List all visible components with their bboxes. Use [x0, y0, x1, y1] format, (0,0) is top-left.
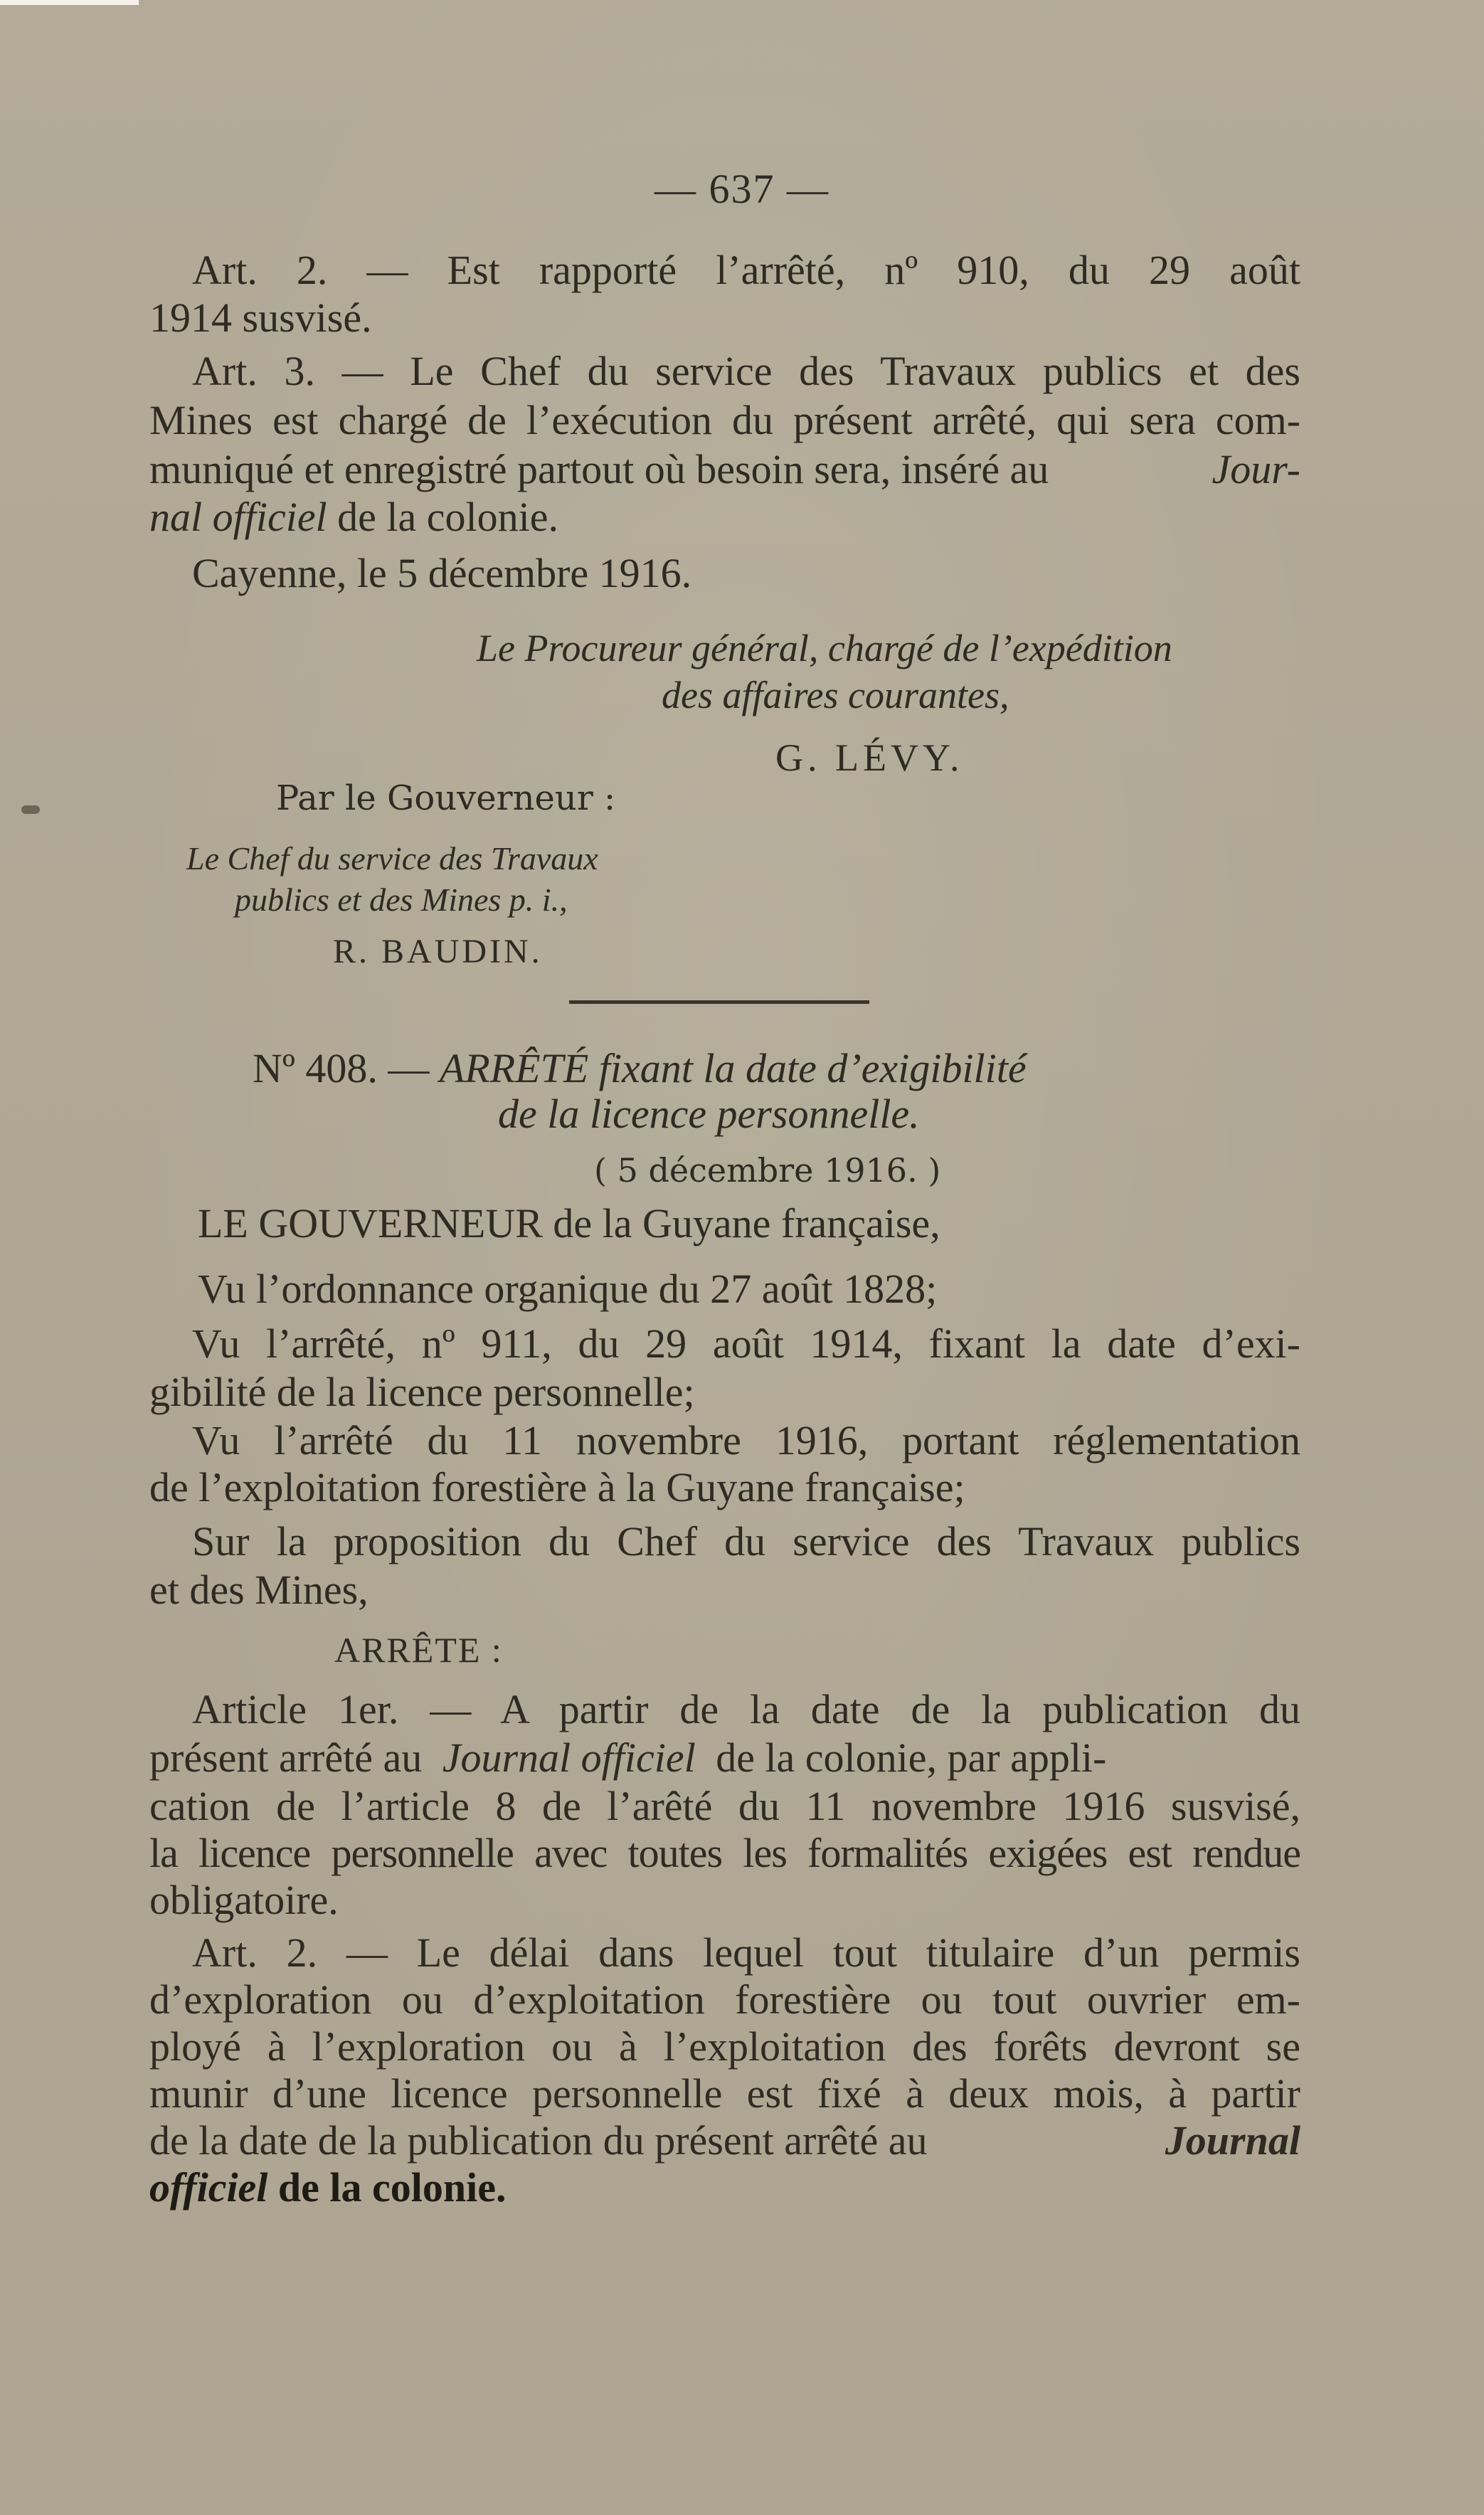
- journal-word: Journal: [1165, 2117, 1300, 2164]
- sur-line-1: Sur la proposition du Chef du service des Travaux publics: [192, 1518, 1300, 1564]
- officiel-word: officiel: [149, 2164, 268, 2210]
- art1-line-5: obligatoire.: [149, 1877, 339, 1923]
- art1-line-4: la licence personnelle avec toutes les formalités exigées est rendue: [149, 1830, 1300, 1876]
- art2b-line-5: [149, 2116, 1300, 2166]
- art3-line-3: [149, 445, 1300, 494]
- vu-3-line-2: de l’exploitation forestière à la Guyane française;: [149, 1464, 965, 1510]
- art2b-line-6-text: de la colonie.: [277, 2164, 507, 2210]
- page-number: — 637 —: [654, 166, 830, 212]
- decree-date: ( 5 décembre 1916. ): [594, 1151, 941, 1190]
- journal-officiel-ref: Journal officiel: [442, 1735, 696, 1781]
- arrete-heading: ARRÊTE :: [334, 1630, 503, 1670]
- governor-line: LE GOUVERNEUR de la Guyane française,: [198, 1200, 940, 1246]
- margin-ink-spot: [21, 805, 40, 814]
- vu-1: Vu l’ordonnance organique du 27 août 1828;: [198, 1266, 938, 1312]
- signatory-title-1: Le Procureur général, chargé de l’expédition: [477, 627, 1172, 669]
- vu-3-line-1: Vu l’arrêté du 11 novembre 1916, portant réglementation: [192, 1417, 1300, 1463]
- decree-heading: [253, 1044, 1027, 1092]
- art2b-line-6: [149, 2163, 1300, 2213]
- art2-line-2: 1914 susvisé.: [149, 295, 372, 341]
- art2b-line-4: munir d’une licence personnelle est fixé à deux mois, à partir: [149, 2070, 1300, 2117]
- art1-line-3: cation de l’article 8 de l’arêté du 11 novembre 1916 susvisé,: [149, 1783, 1300, 1829]
- art3-line-1: Art. 3. — Le Chef du service des Travaux publics et des: [192, 348, 1300, 394]
- par-le-gouverneur: Par le Gouverneur :: [276, 778, 616, 818]
- art3-line-2: Mines est chargé de l’exécution du présent arrêté, qui sera com-: [149, 397, 1300, 443]
- journal-word-part1: Jour-: [1212, 446, 1300, 492]
- art3-line-4-text: de la colonie.: [337, 494, 558, 540]
- art2b-line-5-text: de la date de la publication du présent arrêté au: [149, 2117, 928, 2164]
- decree-number: Nº 408.: [253, 1045, 378, 1091]
- signatory-title-2: des affaires courantes,: [662, 674, 1009, 716]
- art1-line-2-end: de la colonie, par appli-: [716, 1735, 1107, 1781]
- art2b-line-2: d’exploration ou d’exploitation forestière ou tout ouvrier em-: [149, 1976, 1300, 2023]
- decree-title-1: ARRÊTÉ fixant la date d’exigibilité: [439, 1045, 1027, 1091]
- art1-line-2: [149, 1733, 1300, 1783]
- signatory-name: G. LÉVY.: [775, 736, 964, 779]
- art1-line-1: Article 1er. — A partir de la date de la publication du: [192, 1686, 1300, 1732]
- decree-title-2: de la licence personnelle.: [498, 1091, 920, 1137]
- vu-2-line-2: gibilité de la licence personnelle;: [149, 1369, 695, 1415]
- sur-line-2: et des Mines,: [149, 1567, 369, 1613]
- section-divider: [569, 1000, 869, 1004]
- chef-title-2: publics et des Mines p. i.,: [235, 881, 568, 918]
- journal-word-part2: nal officiel: [149, 494, 327, 540]
- art2b-line-1: Art. 2. — Le délai dans lequel tout titulaire d’un permis: [192, 1929, 1300, 1976]
- art2-line-1: Art. 2. — Est rapporté l’arrêté, nº 910, du 29 août: [192, 247, 1300, 293]
- art1-line-2-text: présent arrêté au: [149, 1735, 423, 1781]
- place-date: Cayenne, le 5 décembre 1916.: [192, 550, 692, 596]
- vu-2-line-1: Vu l’arrêté, nº 911, du 29 août 1914, fixant la date d’exi-: [192, 1320, 1300, 1367]
- art2b-line-3: ployé à l’exploration ou à l’exploitation des forêts devront se: [149, 2023, 1300, 2070]
- scan-edge-mark: [0, 0, 139, 5]
- decree-dash: —: [388, 1045, 430, 1091]
- chef-name: R. BAUDIN.: [333, 933, 543, 970]
- art3-line-4: [149, 492, 1300, 542]
- chef-title-1: Le Chef du service des Travaux: [186, 840, 598, 877]
- art3-line-3-text: muniqué et enregistré partout où besoin sera, inséré au: [149, 446, 1049, 492]
